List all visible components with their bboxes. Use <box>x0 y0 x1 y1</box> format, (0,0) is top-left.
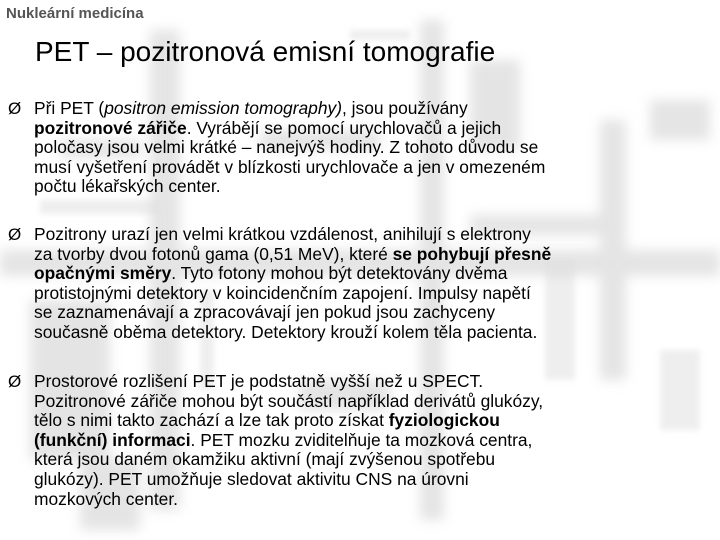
text-line <box>34 177 712 197</box>
text-line <box>34 323 712 343</box>
text-segment: positron emission tomography) <box>104 98 342 118</box>
bullet-text <box>34 225 712 343</box>
text-segment: počtu lékařských center. <box>34 176 221 197</box>
text-line <box>34 99 712 119</box>
text-segment: mozkových center. <box>34 488 179 509</box>
text-segment: se zaznamenávají a zpracovávají jen pokud jsou zachyceny <box>34 302 496 323</box>
text-segment: poločasy jsou velmi krátké – nanejvýš hodiny. Z tohoto důvodu se <box>34 137 539 158</box>
arrow-bullet-icon: Ø <box>8 372 22 391</box>
text-segment: , jsou používány <box>342 98 468 118</box>
bullet-text <box>34 372 712 509</box>
text-segment: pozitronové zářiče <box>34 117 187 138</box>
bullet-item <box>8 372 712 509</box>
text-line <box>34 411 712 431</box>
text-line <box>34 119 712 139</box>
text-segment: tělo s nimi takto zachází a lze tak proto získat <box>34 410 389 431</box>
bullet-item <box>8 225 712 343</box>
text-segment: opačnými směry <box>34 263 172 284</box>
arrow-bullet-icon: Ø <box>8 225 22 244</box>
text-segment: Prostorové rozlišení PET je podstatně vyšší než u SPECT. <box>34 371 484 391</box>
arrow-bullet-icon: Ø <box>8 99 22 118</box>
bullet-text <box>34 99 712 197</box>
text-segment: musí vyšetření provádět v blízkosti urychlovače a jen v omezeném <box>34 156 546 177</box>
text-line <box>34 303 712 323</box>
slide-title: PET – pozitronová emisní tomografie <box>35 36 496 67</box>
text-line <box>34 470 712 490</box>
text-segment: glukózy). PET umožňuje sledovat aktivitu CNS na úrovni <box>34 468 469 489</box>
text-segment: Pozitronové zářiče mohou být součástí například derivátů glukózy, <box>34 390 544 411</box>
text-line <box>34 490 712 510</box>
text-line <box>34 245 712 265</box>
text-segment: (funkční) informaci <box>34 429 191 450</box>
text-line <box>34 372 712 392</box>
text-segment: Při PET ( <box>34 98 105 118</box>
text-segment: současně oběma detektory. Detektory krouží kolem těla pacienta. <box>34 321 538 342</box>
text-line <box>34 284 712 304</box>
text-segment: Pozitrony urazí jen velmi krátkou vzdálenost, anihilují s elektrony <box>34 224 531 244</box>
text-line <box>34 225 712 245</box>
text-segment: . Tyto fotony mohou být detektovány dvěma <box>171 263 508 284</box>
text-line <box>34 264 712 284</box>
slide-header: Nukleární medicína <box>6 5 144 22</box>
text-segment: . PET mozku zviditelňuje ta mozková centra, <box>190 429 533 450</box>
text-line <box>34 158 712 178</box>
text-line <box>34 450 712 470</box>
text-segment: . Vyrábějí se pomocí urychlovačů a jejich <box>186 117 502 138</box>
bullet-item <box>8 99 712 197</box>
text-segment: za tvorby dvou fotonů gama (0,51 MeV), které <box>34 243 393 264</box>
text-line <box>34 138 712 158</box>
text-line <box>34 431 712 451</box>
text-segment: která jsou daném okamžiku aktivní (mají zvýšenou spotřebu <box>34 449 496 470</box>
text-segment: fyziologickou <box>388 410 500 431</box>
text-segment: protistojnými detektory v koincidenčním zapojení. Impulsy napětí <box>34 282 531 303</box>
text-segment: se pohybují přesně <box>392 243 552 264</box>
text-line <box>34 392 712 412</box>
